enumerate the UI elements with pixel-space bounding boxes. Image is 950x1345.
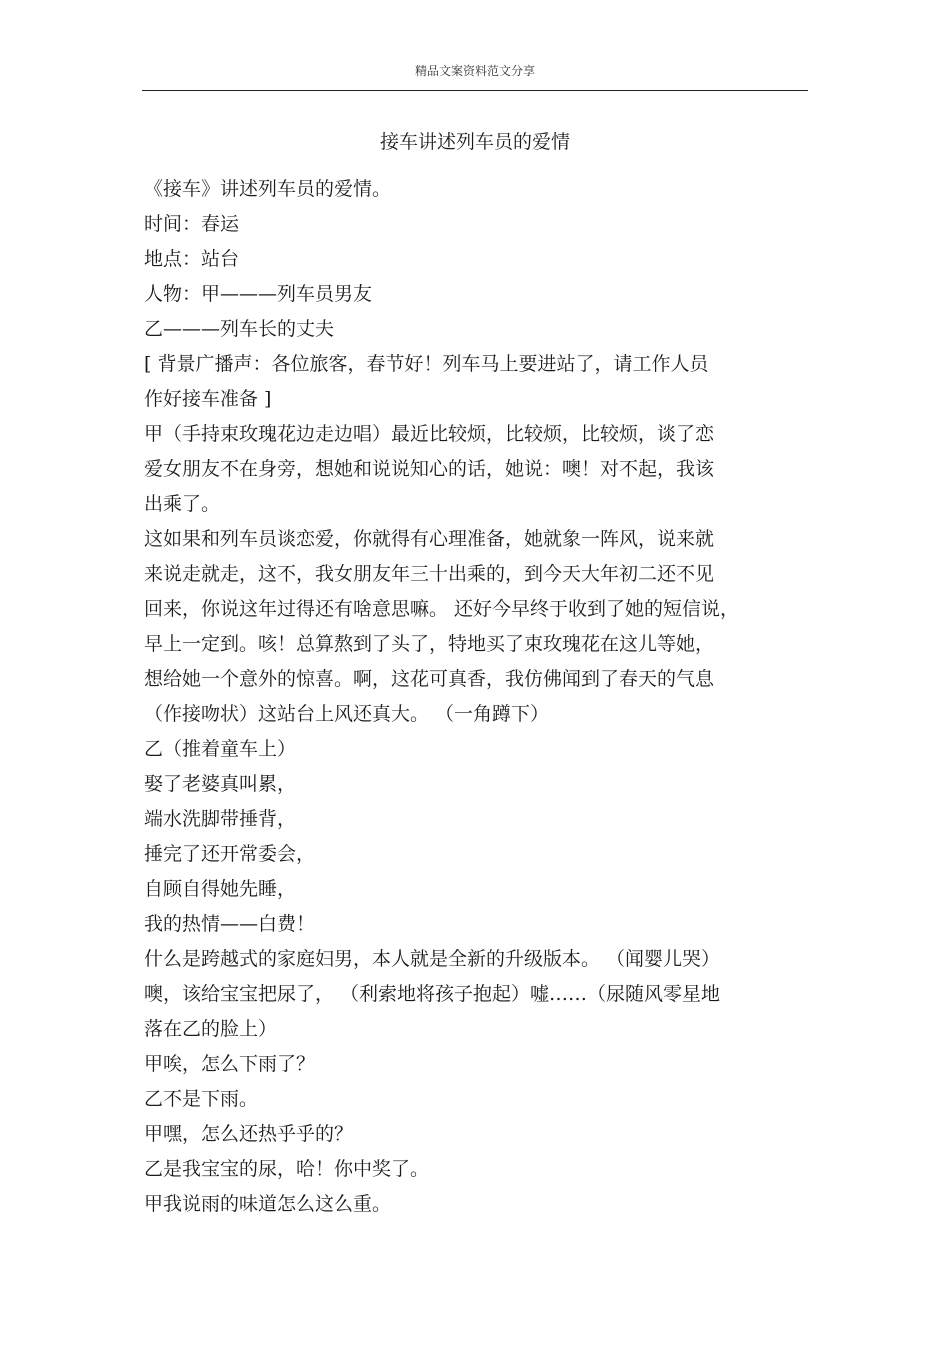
text-line: 我的热情——白费！ xyxy=(144,913,316,935)
text-line: 时间：春运 xyxy=(144,213,240,235)
document-title: 接车讲述列车员的爱情 xyxy=(379,131,570,153)
text-line: 娶了老婆真叫累， xyxy=(144,773,297,795)
text-line: 想给她一个意外的惊喜。啊，这花可真香，我仿佛闻到了春天的气息 xyxy=(144,668,715,690)
text-line: [ 背景广播声：各位旅客，春节好！列车马上要进站了，请工作人员 xyxy=(144,353,709,375)
text-line: 噢，该给宝宝把尿了， （利索地将孩子抱起）嘘……（尿随风零星地 xyxy=(144,983,721,1005)
text-line: 乙———列车长的丈夫 xyxy=(144,318,335,340)
text-line: 这如果和列车员谈恋爱，你就得有心理准备，她就象一阵风，说来就 xyxy=(144,528,715,550)
text-line: 作好接车准备 ] xyxy=(144,388,272,410)
text-line: 甲（手持束玫瑰花边走边唱）最近比较烦，比较烦，比较烦，谈了恋 xyxy=(144,423,715,445)
text-line: 落在乙的脸上） xyxy=(144,1018,278,1040)
text-line: 自顾自得她先睡， xyxy=(144,878,297,900)
text-line: 回来，你说这年过得还有啥意思嘛。 还好今早终于收到了她的短信说， xyxy=(144,598,740,620)
text-line: 乙不是下雨。 xyxy=(144,1088,259,1110)
text-line: 出乘了。 xyxy=(144,493,221,515)
text-line: 爱女朋友不在身旁，想她和说说知心的话，她说：噢！对不起，我该 xyxy=(144,458,715,480)
text-line: 人物：甲———列车员男友 xyxy=(144,283,373,305)
text-line: 乙是我宝宝的尿，哈！你中奖了。 xyxy=(144,1158,430,1180)
text-line: 捶完了还开常委会， xyxy=(144,843,316,865)
header-divider xyxy=(142,90,808,91)
text-line: 甲我说雨的味道怎么这么重。 xyxy=(144,1193,392,1215)
text-line: 甲嘿，怎么还热乎乎的？ xyxy=(144,1123,354,1145)
text-line: （作接吻状）这站台上风还真大。 （一角蹲下） xyxy=(144,703,550,725)
text-line: 地点：站台 xyxy=(144,248,240,270)
text-line: 什么是跨越式的家庭妇男，本人就是全新的升级版本。 （闻婴儿哭） xyxy=(144,948,721,970)
text-line: 来说走就走，这不，我女朋友年三十出乘的，到今天大年初二还不见 xyxy=(144,563,715,585)
text-line: 早上一定到。咳！总算熬到了头了，特地买了束玫瑰花在这儿等她， xyxy=(144,633,715,655)
text-line: 端水洗脚带捶背， xyxy=(144,808,297,830)
page-header: 精品文案资料范文分享 xyxy=(414,64,535,78)
text-line: 乙（推着童车上） xyxy=(144,738,297,760)
text-line: 甲唉，怎么下雨了？ xyxy=(144,1053,316,1075)
document-body xyxy=(144,172,794,1222)
text-line: 《接车》讲述列车员的爱情。 xyxy=(144,178,392,200)
